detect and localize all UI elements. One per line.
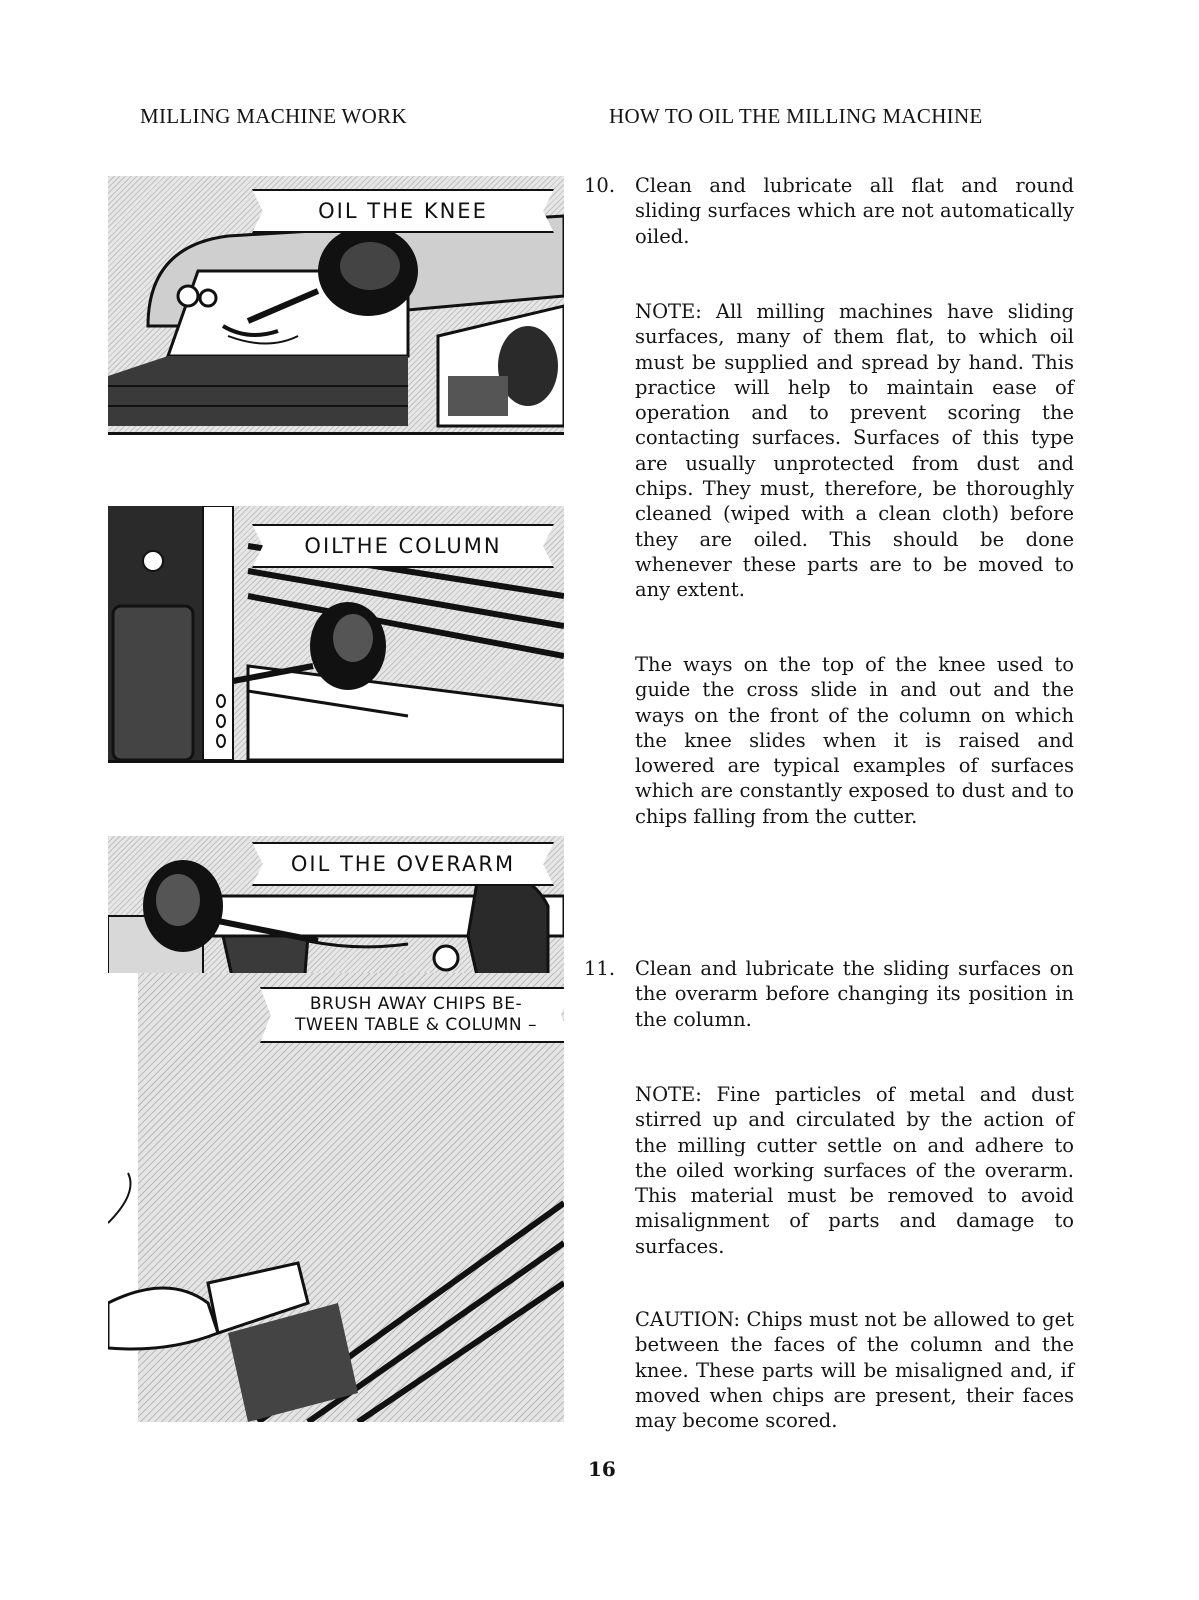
- step-11-note-text: NOTE: Fine particles of metal and dust stirred up and circulated by the action of the milling cutter settle on and adhere to the oiled working surfaces of the overarm. This material must be removed to avoid misalignment of parts and damage to surfaces.: [635, 1083, 1074, 1258]
- step-11-note: [584, 1082, 1074, 1259]
- step-10-text: Clean and lubricate all flat and round sliding surfaces which are not automatically oiled.: [635, 174, 1074, 248]
- step-10: [584, 173, 1074, 249]
- caption-oil-the-column: OILTHE COLUMN: [268, 524, 538, 568]
- step-11-caution: [584, 1307, 1074, 1433]
- step-10-number: 10.: [584, 174, 616, 197]
- caption-line-1: BRUSH AWAY CHIPS BE-: [309, 994, 523, 1014]
- step-10-note: [584, 299, 1074, 603]
- step-11-caution-text: CAUTION: Chips must not be allowed to get between the faces of the column and the knee. These parts will be misaligned and, if moved when chips are present, their faces may become scored.: [635, 1308, 1074, 1433]
- step-10-paragraph: [584, 652, 1074, 829]
- step-11-number: 11.: [584, 957, 616, 980]
- caption-line-2: TWEEN TABLE & COLUMN –: [294, 1015, 538, 1035]
- figure-oil-the-column: [108, 506, 564, 763]
- step-10-note-text: NOTE: All milling machines have sliding surfaces, many of them flat, to which oil must be supplied and spread by hand. This practice will help to maintain ease of operation and to prevent scoring the contacting surfaces. Surfaces of this type are usually unprotected from dust and chips. They must, therefore, be thoroughly cleaned (wiped with a clean cloth) before they are oiled. This should be done whenever these parts are to be moved to any extent.: [635, 300, 1074, 602]
- caption-brush-away-chips: [276, 987, 556, 1043]
- step-11-text: Clean and lubricate the sliding surfaces on the overarm before changing its position in the column.: [635, 957, 1074, 1031]
- figure-brush-away-chips: [108, 973, 564, 1422]
- figure-oil-the-knee: [108, 176, 564, 435]
- caption-oil-the-overarm: OIL THE OVERARM: [268, 842, 538, 886]
- page-number: 16: [588, 1457, 616, 1481]
- step-11: [584, 956, 1074, 1032]
- running-header-right: HOW TO OIL THE MILLING MACHINE: [609, 104, 983, 128]
- running-header-left: MILLING MACHINE WORK: [140, 104, 407, 128]
- step-10-paragraph-text: The ways on the top of the knee used to guide the cross slide in and out and the ways on the front of the column on which the knee slides when it is raised and lowered are typical examples of surfaces which are constantly exposed to dust and to chips falling from the cutter.: [635, 653, 1074, 828]
- caption-oil-the-knee: OIL THE KNEE: [268, 189, 538, 233]
